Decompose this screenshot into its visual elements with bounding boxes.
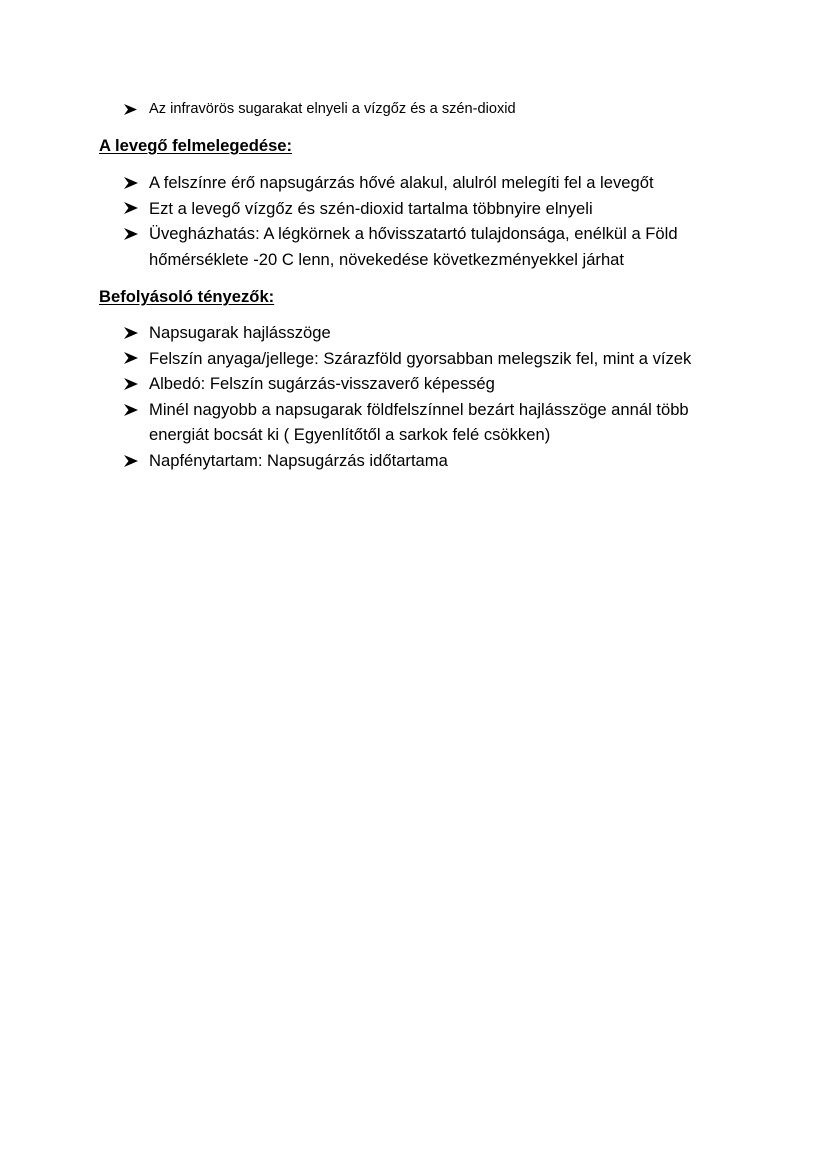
section-heading-air-warming: A levegő felmelegedése: [99,136,293,155]
list-item-text: A felszínre érő napsugárzás hővé alakul, alulról melegíti fel a levegőt [149,173,654,192]
list-item-text: Felszín anyaga/jellege: Szárazföld gyorsabban melegszik fel, mint a vízek [149,348,692,368]
list-item-text: Napsugarak hajlásszöge [149,323,331,342]
list-item-text: Albedó: Felszín sugárzás-visszaverő képesség [149,374,495,394]
arrowhead-bullet-icon [124,170,149,196]
list-item [124,346,764,372]
arrowhead-bullet-icon [124,221,149,247]
list-item [124,221,764,247]
list-item [124,170,764,196]
arrowhead-bullet-icon [124,371,149,397]
arrowhead-bullet-icon [124,98,149,120]
influencing-factors-bullet-list [124,320,764,474]
list-item-continuation [124,247,764,273]
bullet-indent-spacer [124,422,149,448]
list-item-continuation [124,422,764,448]
list-item [124,320,764,346]
list-item [124,371,764,397]
arrowhead-bullet-icon [124,448,149,474]
list-item-text: hőmérséklete -20 C lenn, növekedése következményekkel járhat [149,249,625,269]
bullet-indent-spacer [124,247,149,273]
intro-bullet-list [124,98,764,120]
list-item [124,98,764,120]
list-item-text: Minél nagyobb a napsugarak földfelszínnel bezárt hajlásszöge annál több [149,399,689,419]
arrowhead-bullet-icon [124,346,149,372]
list-item-text: Ezt a levegő vízgőz és szén-dioxid tartalma többnyire elnyeli [149,198,593,218]
list-item-text: Az infravörös sugarakat elnyeli a vízgőz és a szén-dioxid [149,101,516,117]
list-item-text: energiát bocsát ki ( Egyenlítőtől a sarkok felé csökken) [149,425,551,445]
list-item-text: Napfénytartam: Napsugárzás időtartama [149,450,448,470]
list-item-text: Üvegházhatás: A légkörnek a hővisszatartó tulajdonsága, enélkül a Föld [149,224,678,244]
list-item [124,196,764,222]
section-heading-influencing-factors: Befolyásoló tényezők: [99,287,275,306]
arrowhead-bullet-icon [124,397,149,423]
arrowhead-bullet-icon [124,320,149,346]
air-warming-bullet-list [124,170,764,272]
list-item [124,448,764,474]
list-item [124,397,764,423]
arrowhead-bullet-icon [124,196,149,222]
